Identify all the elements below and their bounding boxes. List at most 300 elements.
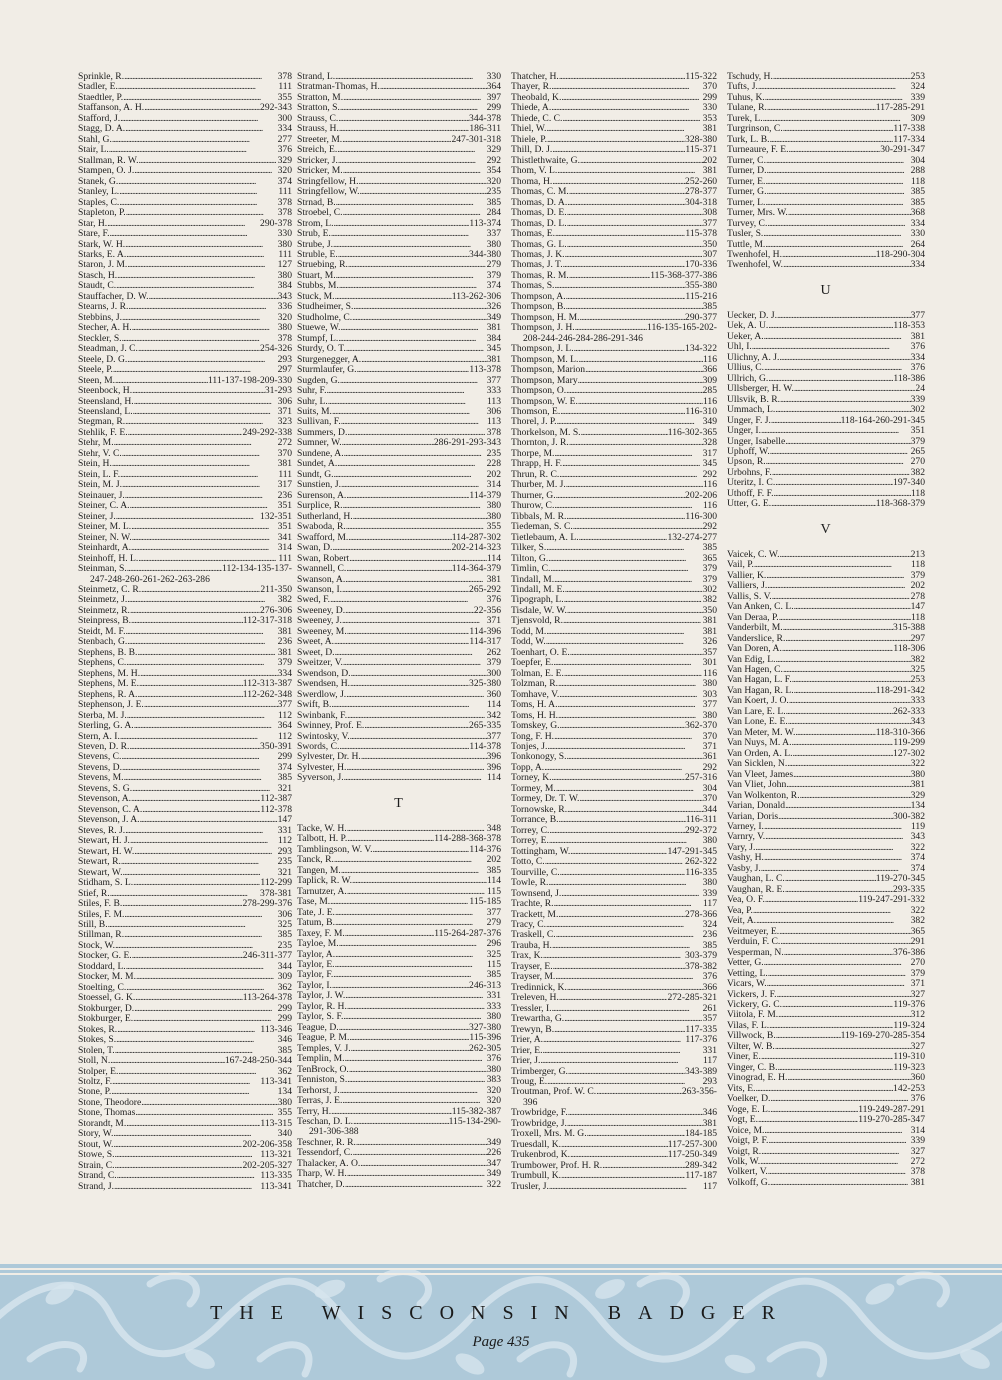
entry-name: Strauss, C. — [297, 113, 339, 124]
leader-dots — [760, 1157, 910, 1167]
entry-pages: 384 — [277, 281, 292, 292]
leader-dots — [561, 93, 702, 103]
leader-dots — [770, 1178, 911, 1188]
index-entry — [511, 103, 717, 113]
entry-pages: 376 — [486, 1054, 501, 1065]
leader-dots — [793, 749, 893, 759]
entry-pages: 325 — [486, 949, 501, 960]
index-entry — [727, 602, 925, 612]
index-entry — [78, 1098, 292, 1108]
leader-dots — [352, 876, 487, 886]
entry-pages: 370 — [702, 731, 717, 742]
entry-pages: 385 — [702, 302, 717, 313]
leader-dots — [545, 857, 685, 867]
entry-name: Uek, A. U. — [727, 321, 769, 332]
index-entry — [511, 836, 717, 846]
leader-dots — [347, 627, 470, 637]
leader-dots — [765, 93, 911, 103]
entry-name: Swords, C. — [297, 742, 340, 752]
entry-name: Stroebel, C. — [297, 208, 343, 219]
leader-dots — [127, 564, 222, 574]
entry-pages: 118 — [910, 560, 925, 571]
leader-dots — [756, 916, 911, 926]
entry-pages: 288 — [910, 166, 925, 177]
index-entry — [727, 780, 925, 790]
index-entry — [297, 752, 501, 762]
index-entry — [727, 937, 925, 947]
index-entry — [78, 397, 292, 407]
entry-pages: 304 — [702, 783, 717, 794]
entry-name: Troutman, Prof. W. C. — [511, 1087, 597, 1098]
leader-dots — [131, 616, 243, 626]
entry-pages: 30-291-347 — [880, 145, 925, 156]
leader-dots — [353, 1148, 487, 1158]
entry-name: Steensland, H. — [78, 396, 134, 407]
entry-name: Stanley, L. — [78, 187, 120, 198]
entry-pages: 113-315 — [260, 1118, 292, 1129]
index-entry — [78, 805, 292, 815]
leader-dots — [112, 135, 278, 145]
index-entry — [297, 918, 501, 928]
entry-pages: 381 — [702, 626, 717, 637]
entry-name: Stevens, M. — [78, 773, 124, 784]
leader-dots — [357, 365, 470, 375]
index-entry — [297, 1107, 501, 1117]
entry-name: Stark, W. H. — [78, 239, 126, 250]
index-entry-continuation — [297, 1127, 501, 1137]
index-entry — [78, 826, 292, 836]
leader-dots — [770, 447, 911, 457]
leader-dots — [361, 355, 486, 365]
entry-pages: 278-299-376 — [242, 899, 292, 910]
entry-pages: 31-293 — [264, 386, 292, 397]
index-entry — [511, 575, 717, 585]
entry-pages: 147 — [277, 815, 292, 826]
leader-dots — [555, 972, 702, 982]
leader-dots — [117, 1025, 260, 1035]
entry-name: Steinhardt, A. — [78, 543, 132, 554]
index-entry — [727, 623, 925, 633]
leader-dots — [347, 1169, 487, 1179]
index-entry — [727, 613, 925, 623]
index-entry — [78, 941, 292, 951]
entry-pages: 380 — [486, 501, 501, 512]
leader-dots — [123, 93, 277, 103]
leader-dots — [331, 1107, 452, 1117]
leader-dots — [340, 376, 487, 386]
leader-dots — [126, 208, 278, 218]
entry-pages: 114 — [486, 773, 501, 784]
index-entry — [297, 679, 501, 689]
index-entry — [297, 981, 501, 991]
leader-dots — [139, 679, 243, 689]
entry-pages: 226 — [486, 1148, 501, 1159]
entry-pages: 374 — [277, 762, 292, 773]
entry-name: Sundt, G. — [297, 469, 334, 480]
entry-name: Vogt, E. — [727, 1115, 759, 1126]
entry-pages: 381 — [702, 166, 717, 177]
entry-name: Tindall, M. E. — [511, 584, 565, 595]
entry-pages: 114-379 — [469, 490, 501, 501]
index-entry — [511, 658, 717, 668]
entry-name: Sturmlaufer, G. — [297, 365, 357, 376]
index-entry — [511, 135, 717, 145]
index-entry — [511, 857, 717, 867]
entry-pages: 357 — [702, 1014, 717, 1025]
index-entry — [511, 711, 717, 721]
entry-name: Thomas, R. M. — [511, 270, 569, 281]
entry-name: Trackett, M. — [511, 909, 559, 920]
leader-dots — [549, 836, 703, 846]
entry-pages: 347 — [486, 1158, 501, 1169]
publication-title: THE WISCONSIN BADGER — [210, 1302, 792, 1324]
entry-name: Stiles, F. B. — [78, 899, 123, 910]
entry-pages: 351 — [910, 426, 925, 437]
entry-pages: 116-310 — [685, 407, 717, 417]
entry-name: Stehr, M. — [78, 438, 114, 449]
entry-name: Tarnutzer, A. — [297, 886, 347, 897]
entry-name: Staples, C. — [78, 197, 120, 208]
entry-name: Stewart, R. — [78, 857, 121, 868]
entry-pages: 314 — [486, 480, 501, 491]
entry-name: Trier, E. — [511, 1045, 543, 1056]
leader-dots — [559, 72, 686, 82]
index-entry — [511, 72, 717, 82]
index-entry — [727, 895, 925, 905]
index-entry — [78, 711, 292, 721]
entry-pages: 114-364-379 — [451, 564, 501, 575]
leader-dots — [556, 784, 703, 794]
index-entry — [511, 648, 717, 658]
entry-name: Ueker, A. — [727, 331, 764, 342]
leader-dots — [113, 1129, 277, 1139]
index-entry — [78, 302, 292, 312]
entry-name: Steves, R. J. — [78, 825, 126, 836]
entry-name: Turgrinson, C. — [727, 124, 783, 135]
entry-name: Thompson, J. L. — [511, 344, 574, 355]
entry-name: Vetting, L. — [727, 968, 768, 979]
entry-name: Timlin, C. — [511, 564, 551, 575]
entry-pages: 378 — [277, 208, 292, 219]
entry-name: Story, W. — [78, 1129, 114, 1140]
entry-name: Temples, V. J. — [297, 1043, 351, 1054]
index-entry — [511, 669, 717, 679]
leader-dots — [346, 344, 487, 354]
entry-pages: 351 — [277, 522, 292, 533]
entry-name: Stevens, C. — [78, 752, 122, 763]
index-entry — [727, 82, 925, 92]
index-entry — [78, 836, 292, 846]
index-entry — [297, 480, 501, 490]
leader-dots — [768, 1167, 911, 1177]
leader-dots — [574, 344, 685, 354]
index-entry — [511, 564, 717, 574]
entry-pages: 306 — [486, 407, 501, 417]
leader-dots — [342, 135, 451, 145]
index-entry — [78, 616, 292, 626]
leader-dots — [127, 637, 277, 647]
leader-dots — [139, 156, 278, 166]
entry-pages: 381 — [702, 1118, 717, 1129]
index-entry — [78, 773, 292, 783]
entry-name: Stallman, R. W. — [78, 155, 139, 166]
entry-pages: 380 — [486, 239, 501, 250]
index-entry — [511, 156, 717, 166]
entry-pages: 116 — [702, 501, 717, 512]
index-entry — [727, 321, 925, 331]
entry-name: Stocker, G. E. — [78, 951, 132, 962]
leader-dots — [560, 407, 685, 417]
index-entry — [297, 543, 501, 553]
index-entry — [297, 637, 501, 647]
entry-pages: 118-290-304 — [875, 249, 925, 260]
leader-dots — [566, 386, 702, 396]
leader-dots — [342, 585, 469, 595]
entry-pages: 127 — [277, 260, 292, 271]
entry-name: Voigt, P. F. — [727, 1136, 769, 1147]
index-entry — [511, 1182, 717, 1192]
entry-name: Varian, Donald — [727, 801, 786, 812]
entry-name: Vanderslice, R. — [727, 633, 786, 644]
entry-pages: 322 — [910, 759, 925, 770]
entry-pages: 262 — [486, 647, 501, 658]
entry-pages: 370 — [277, 448, 292, 459]
leader-dots — [341, 417, 487, 427]
entry-name: Sweeney, J. — [297, 616, 342, 627]
index-entry — [297, 575, 501, 585]
entry-name: Steinmetz, J. — [78, 595, 128, 606]
index-entry — [297, 240, 501, 250]
leader-dots — [334, 219, 470, 229]
leader-dots — [131, 794, 260, 804]
entry-pages: 263-356- — [681, 1087, 717, 1098]
entry-name: Torrance, B. — [511, 815, 559, 826]
entry-pages: 24 — [915, 384, 925, 395]
entry-name: Tredinnick, K. — [511, 982, 567, 993]
index-entry — [511, 240, 717, 250]
leader-dots — [113, 365, 278, 375]
entry-pages: 376 — [486, 595, 501, 606]
entry-pages: 309 — [702, 375, 717, 386]
leader-dots — [764, 853, 911, 863]
entry-name: Varian, Doris — [727, 811, 779, 822]
index-entry — [727, 1105, 925, 1115]
leader-dots — [569, 438, 703, 448]
entry-name: Thorkelson, M. S. — [511, 427, 581, 438]
entry-name: Upson, R. — [727, 457, 766, 468]
entry-name: Swendsen, H. — [297, 679, 351, 690]
entry-pages: 202 — [486, 469, 501, 480]
entry-name: Steiner, M. L. — [78, 522, 132, 533]
entry-name: Swinney, Prof. E. — [297, 721, 365, 732]
entry-pages: 346 — [277, 1035, 292, 1046]
leader-dots — [558, 910, 685, 920]
entry-name: Van Koert, J. O. — [727, 696, 789, 707]
entry-pages: 116 — [702, 668, 717, 679]
entry-pages: 349 — [486, 1137, 501, 1148]
index-entry — [511, 438, 717, 448]
entry-name: Steiner, C. A. — [78, 501, 130, 512]
index-entry — [78, 1077, 292, 1087]
index-entry — [511, 145, 717, 155]
entry-pages: 366 — [702, 982, 717, 993]
entry-name: Taylor, E. — [297, 959, 335, 970]
leader-dots — [767, 219, 910, 229]
index-entry — [727, 812, 925, 822]
entry-name: Stevens, S. G. — [78, 783, 133, 794]
entry-pages: 270 — [910, 457, 925, 468]
leader-dots — [328, 397, 487, 407]
entry-name: Vilas, F. L. — [727, 1020, 770, 1031]
entry-name: Stegman, R. — [78, 417, 126, 428]
index-entry — [78, 1161, 292, 1171]
entry-pages: 228 — [486, 459, 501, 470]
leader-dots — [343, 501, 487, 511]
entry-name: Swannell, C. — [297, 564, 347, 575]
entry-name: Swanson, I. — [297, 584, 343, 595]
index-entry — [297, 824, 501, 834]
entry-pages: 112-299 — [260, 878, 292, 889]
entry-pages: 22-356 — [473, 605, 501, 616]
index-entry — [297, 512, 501, 522]
entry-pages: 380 — [277, 1097, 292, 1108]
leader-dots — [343, 208, 487, 218]
index-entry — [78, 1171, 292, 1181]
entry-pages: 327 — [910, 989, 925, 1000]
entry-name: Sterling, G. A. — [78, 721, 134, 732]
leader-dots — [546, 920, 703, 930]
entry-pages: 377 — [277, 700, 292, 711]
index-entry — [511, 1035, 717, 1045]
entry-pages: 112-317-318 — [242, 616, 292, 627]
index-entry — [78, 1140, 292, 1150]
entry-pages: 351 — [277, 501, 292, 512]
entry-pages: 117-338 — [893, 124, 925, 135]
entry-pages: 380 — [702, 878, 717, 889]
leader-dots — [126, 983, 277, 993]
index-entry — [78, 501, 292, 511]
index-entry — [727, 832, 925, 842]
entry-pages: 293-335 — [893, 884, 925, 895]
index-entry — [511, 899, 717, 909]
entry-pages: 376 — [702, 972, 717, 983]
leader-dots — [753, 906, 911, 916]
entry-pages: 300 — [277, 113, 292, 124]
index-entry — [78, 187, 292, 197]
entry-name: Studheimer, S. — [297, 302, 354, 313]
leader-dots — [121, 857, 278, 867]
leader-dots — [763, 229, 910, 239]
entry-pages: 236 — [702, 930, 717, 941]
index-entry — [511, 459, 717, 469]
entry-name: Van Meter, M. W. — [727, 727, 796, 738]
entry-name: Tharp, W. H. — [297, 1169, 347, 1180]
entry-pages: 309 — [277, 972, 292, 983]
index-entry — [511, 417, 717, 427]
index-entry — [78, 313, 292, 323]
entry-name: Van Vliet, John — [727, 780, 787, 791]
leader-dots — [129, 742, 260, 752]
index-entry — [78, 156, 292, 166]
index-entry — [78, 438, 292, 448]
index-entry — [727, 447, 925, 457]
leader-dots — [126, 250, 278, 260]
entry-name: Van Sicklen, N. — [727, 759, 788, 770]
index-entry — [727, 969, 925, 979]
index-entry — [727, 1115, 925, 1125]
entry-name: Sweitzer, V. — [297, 658, 343, 669]
entry-pages: 379 — [910, 436, 925, 447]
entry-pages: 132-274-277 — [667, 532, 717, 543]
leader-dots — [767, 581, 910, 591]
leader-dots — [344, 773, 487, 783]
leader-dots — [120, 732, 278, 742]
entry-name: Thom, V. L. — [511, 166, 558, 177]
entry-name: Uthoff, F. F. — [727, 488, 774, 499]
leader-dots — [553, 962, 685, 972]
index-entry — [511, 554, 717, 564]
entry-pages: 119-169-270-285-354 — [840, 1031, 925, 1042]
index-entry — [511, 595, 717, 605]
entry-pages: 111 — [278, 553, 292, 564]
entry-name: Stillman, R. — [78, 930, 125, 941]
leader-dots — [342, 616, 487, 626]
leader-dots — [138, 554, 278, 564]
leader-dots — [110, 1056, 225, 1066]
entry-pages: 265 — [910, 447, 925, 457]
index-entry — [78, 145, 292, 155]
index-entry — [78, 721, 292, 731]
entry-pages: 113-341 — [260, 1181, 292, 1192]
entry-name: Thrapp, H. F. — [511, 459, 563, 470]
entry-pages: 331 — [277, 825, 292, 836]
leader-dots — [567, 240, 703, 250]
entry-pages: 117-257-300 — [667, 1139, 717, 1150]
leader-dots — [332, 981, 469, 991]
leader-dots — [566, 512, 685, 522]
entry-name: Thrun, R. C. — [511, 469, 560, 480]
entry-name: Volkert, V. — [727, 1167, 768, 1178]
index-entry — [511, 815, 717, 825]
entry-name: Stokburger, E. — [78, 1014, 134, 1025]
leader-dots — [771, 499, 876, 509]
index-entry — [297, 1012, 501, 1022]
entry-name: Tayloe, M. — [297, 939, 339, 950]
leader-dots — [780, 395, 911, 405]
footer-rule-top-inner — [0, 1273, 1002, 1275]
leader-dots — [134, 1004, 277, 1014]
leader-dots — [559, 993, 668, 1003]
entry-pages: 385 — [277, 930, 292, 941]
entry-name: Tolzman, R. — [511, 679, 559, 690]
index-entry — [78, 292, 292, 302]
entry-pages: 317 — [702, 448, 717, 459]
index-entry — [78, 1046, 292, 1056]
entry-name: Vilter, W. B. — [727, 1041, 775, 1052]
leader-dots — [794, 686, 876, 696]
entry-pages: 112 — [277, 836, 292, 847]
entry-name: Toepfer, E. — [511, 658, 554, 669]
entry-pages: 112-313-387 — [242, 679, 292, 690]
index-entry — [727, 395, 925, 405]
entry-name: Tottingham, W. — [511, 846, 571, 857]
entry-name: Tjensvold, R. — [511, 616, 563, 627]
entry-pages: 304-318 — [685, 197, 717, 208]
index-entry — [297, 711, 501, 721]
index-entry — [511, 470, 717, 480]
leader-dots — [347, 1002, 487, 1012]
entry-pages: 235 — [486, 187, 501, 198]
